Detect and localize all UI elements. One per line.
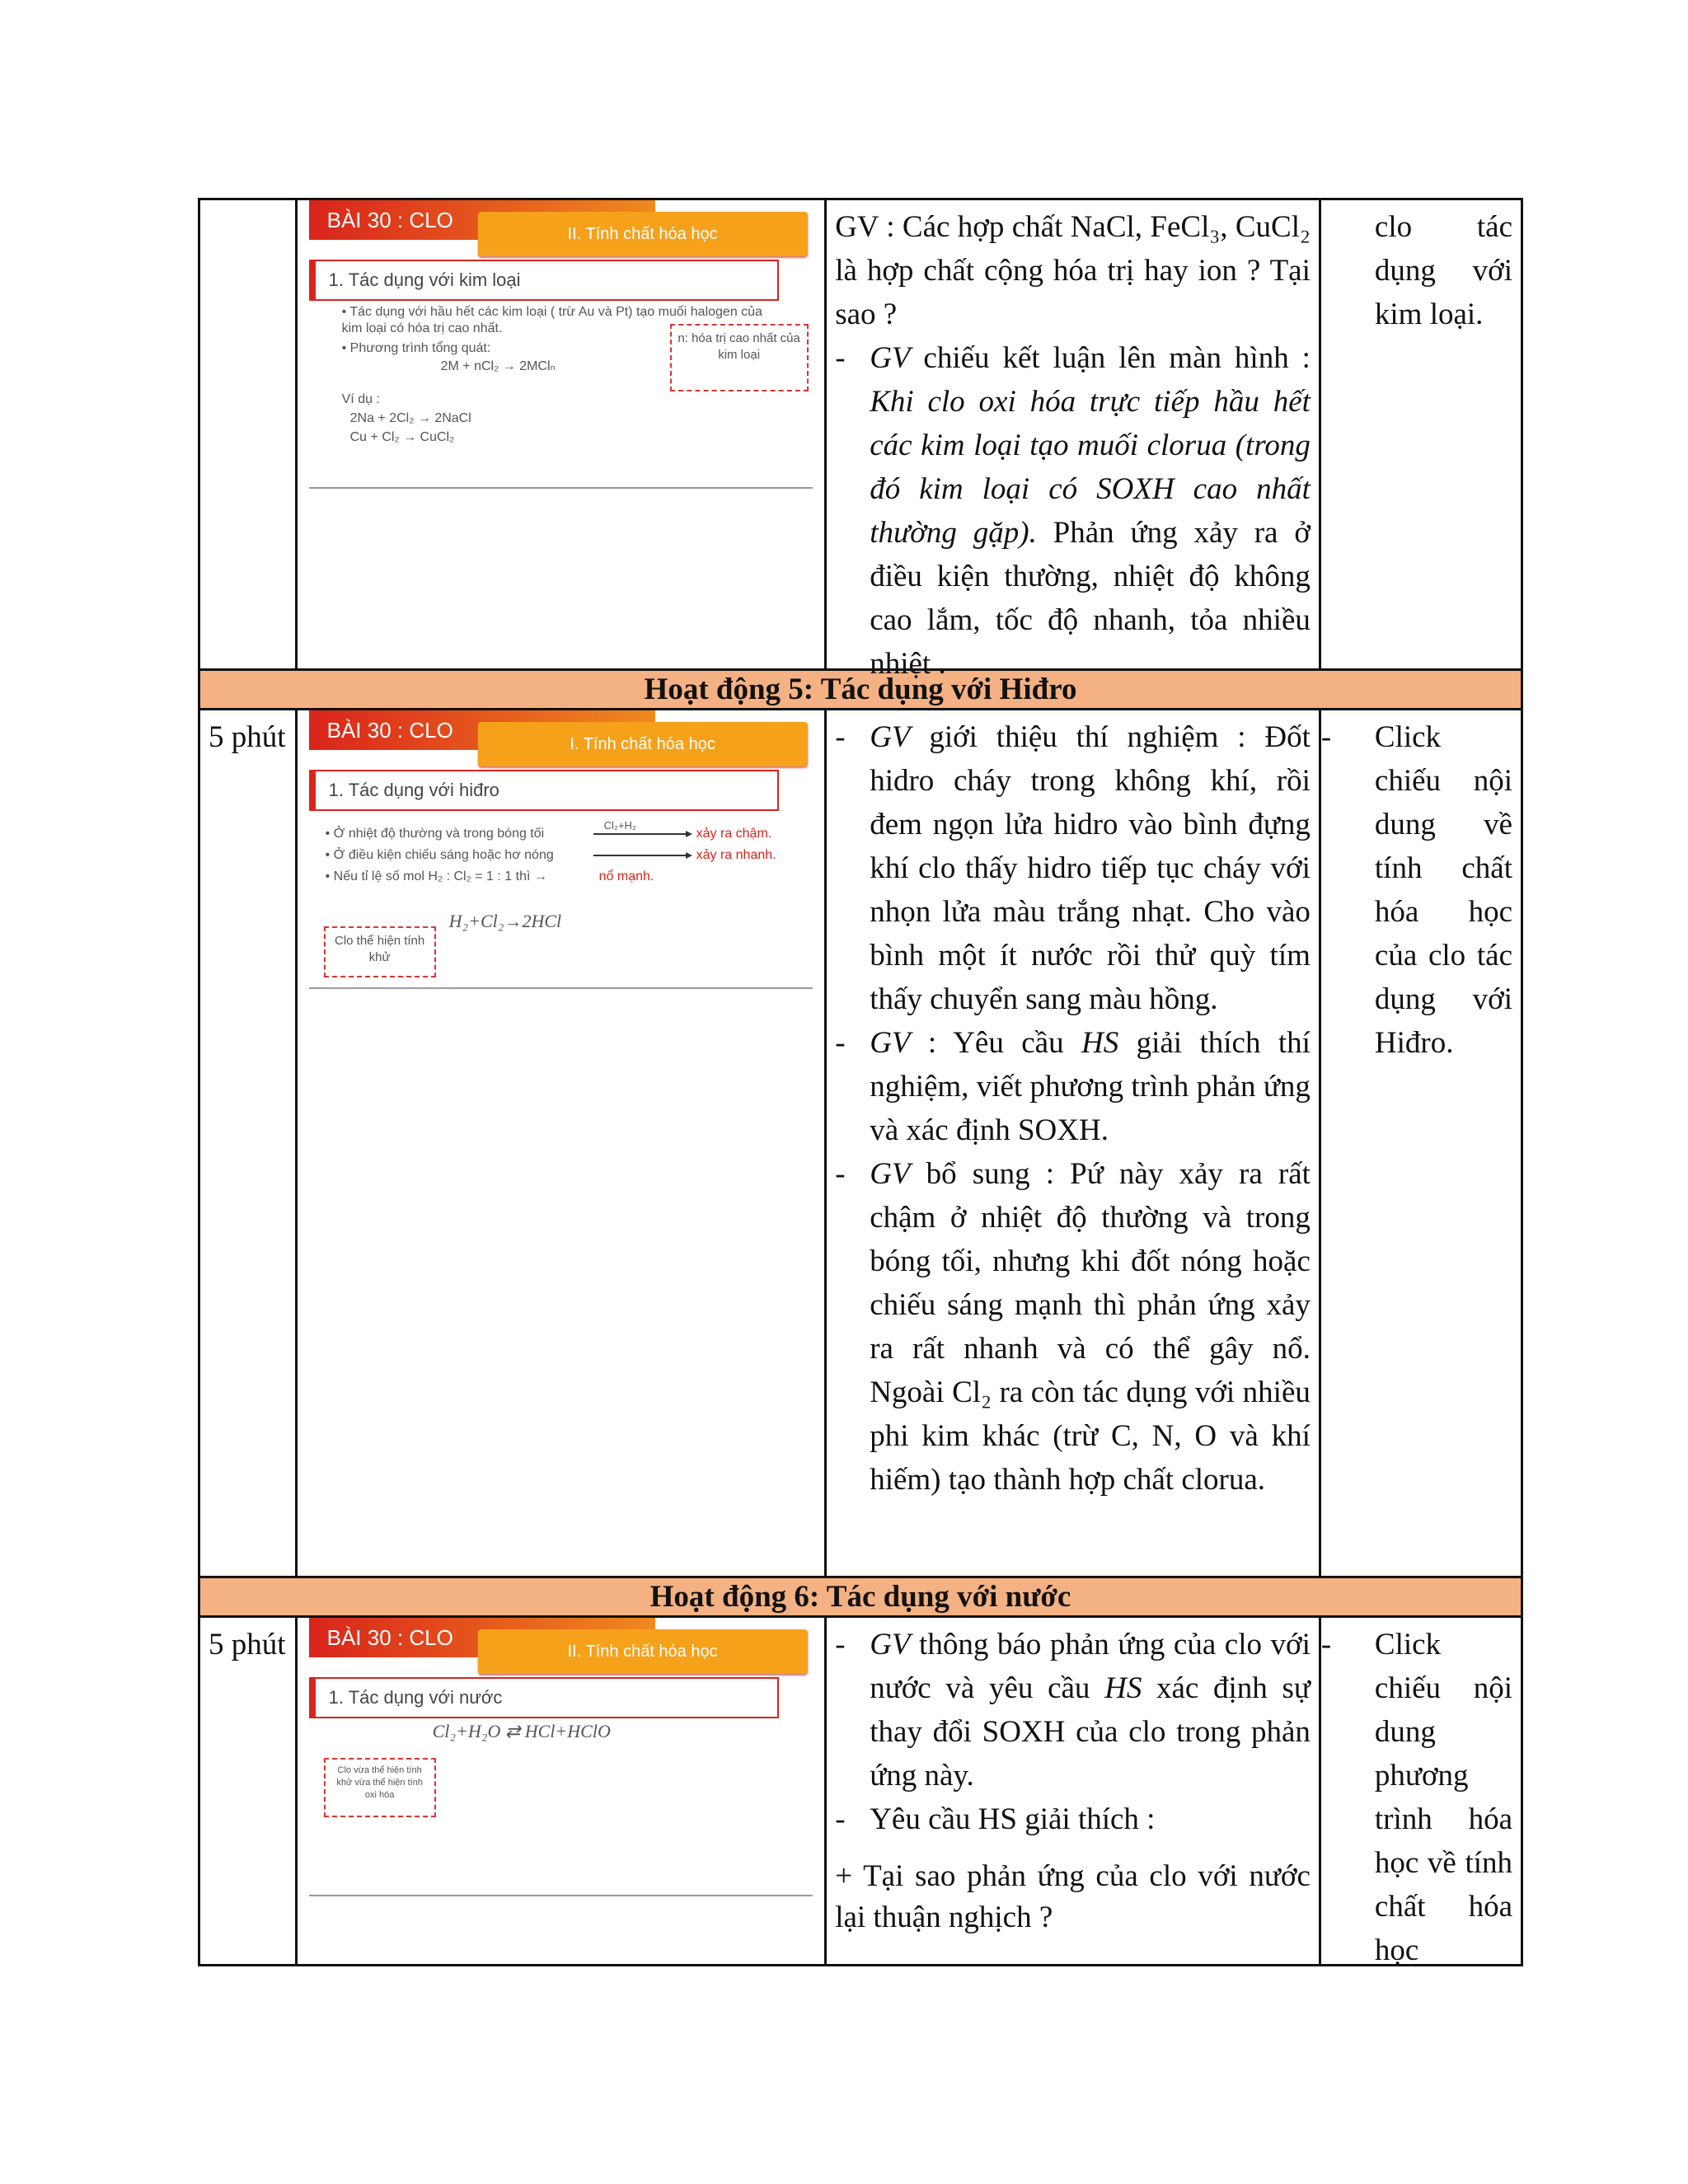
time-cell xyxy=(200,200,295,668)
slide-result: xảy ra chậm. xyxy=(696,827,772,841)
section-heading: Hoạt động 5: Tác dụng với Hiđro xyxy=(644,673,1077,706)
slide-title: BÀI 30 : CLO xyxy=(309,200,655,240)
slide-result: nổ mạnh. xyxy=(598,869,654,883)
note-cell xyxy=(1319,710,1521,1576)
slide-example-label: Ví dụ : xyxy=(341,392,380,406)
section-heading-row xyxy=(200,1576,1521,1615)
time-cell: 5 phút xyxy=(209,720,286,754)
activity-paragraph: - GV : Yêu cầu HS giải thích thí nghiệm, viết phương trình phản ứng và xác định SOXH. xyxy=(835,1021,1311,1152)
slide-equation: H₂+Cl₂→2HCl xyxy=(448,911,562,931)
slide-bullet: • Ở nhiệt độ thường và trong bóng tối xyxy=(325,827,545,841)
slide-banner: II. Tính chất hóa học xyxy=(478,1629,808,1674)
slide-cell xyxy=(295,1618,825,1964)
note-cell xyxy=(1319,1618,1521,1967)
activity-paragraph: + Tại sao phản ứng của clo với nước lại thuận nghịch ? xyxy=(835,1859,1311,1934)
section-heading: Hoạt động 6: Tác dụng với nước xyxy=(649,1580,1071,1614)
activity-cell xyxy=(824,710,1319,1576)
note-cell xyxy=(1319,200,1521,668)
table-row xyxy=(200,200,1521,681)
slide-subtitle: 1. Tác dụng với kim loại xyxy=(309,260,779,301)
slide-bullet: • Ở điều kiện chiếu sáng hoặc hơ nóng xyxy=(325,848,554,862)
lesson-table xyxy=(198,198,1523,1966)
slide-result: xảy ra nhanh. xyxy=(696,848,776,862)
slide-subtitle: 1. Tác dụng với nước xyxy=(309,1677,779,1718)
activity-paragraph: GV : Các hợp chất NaCl, FeCl₃, CuCl₂ là hợp chất cộng hóa trị hay ion ? Tại sao ? xyxy=(835,210,1311,331)
slide-equation: 2M + nCl₂ → 2MClₙ xyxy=(440,359,556,373)
slide-thumbnail xyxy=(309,200,814,662)
activity-paragraph: - GV giới thiệu thí nghiệm : Đốt hidro cháy trong không khí, rồi đem ngọn lửa hidro vào bình đựng khí clo thấy hidro tiếp tục cháy với nhọn lửa màu trắng nhạt. Cho vào bình một ít nước rồi thử quỳ tím thấy chuyển sang màu hồng. xyxy=(835,715,1311,1021)
slide-divider xyxy=(309,487,814,489)
slide-subtitle: 1. Tác dụng với hiđro xyxy=(309,770,779,811)
slide-bullet: • Phương trình tổng quát: xyxy=(341,341,491,355)
slide-banner: II. Tính chất hóa học xyxy=(478,212,808,256)
slide-arrow-label: Cl₂+H₂ xyxy=(603,819,636,832)
slide-cell xyxy=(295,200,825,668)
slide-cell xyxy=(295,710,825,1576)
slide-divider xyxy=(309,987,814,989)
time-cell: 5 phút xyxy=(209,1628,286,1661)
activity-cell xyxy=(824,1618,1319,1964)
slide-banner: I. Tính chất hóa học xyxy=(478,722,808,766)
activity-paragraph: - GV bổ sung : Pứ này xảy ra rất chậm ở nhiệt độ thường và trong bóng tối, nhưng khi đốt nóng hoặc chiếu sáng mạnh thì phản ứng xảy ra rất nhanh và có thể gây nổ. Ngoài Cl₂ ra còn tác dụng với nhiều phi kim khác (trừ C, N, O và khí hiếm) tạo thành hợp chất clorua. xyxy=(835,1152,1311,1502)
slide-thumbnail xyxy=(309,1618,814,1898)
note-text: - Click chiếu nội dung phương trình hóa học về tính chất hóa học xyxy=(1329,1623,1512,1972)
slide-title: BÀI 30 : CLO xyxy=(309,1618,655,1657)
slide-bullet: • Nếu tỉ lệ số mol H₂ : Cl₂ = 1 : 1 thì → xyxy=(325,869,547,883)
slide-thumbnail xyxy=(309,710,814,974)
slide-title: BÀI 30 : CLO xyxy=(309,710,655,750)
activity-paragraph: - Yêu cầu HS giải thích : xyxy=(835,1797,1311,1841)
table-row xyxy=(200,708,1521,1576)
slide-note-box: Clo vừa thể hiện tính khử vừa thể hiện tính oxi hóa xyxy=(324,1758,436,1817)
note-text: clo tác dụng với kim loại. xyxy=(1374,210,1512,331)
arrow-icon xyxy=(593,831,692,859)
slide-equation: Cl₂+H₂O ⇄ HCl+HClO xyxy=(432,1721,611,1741)
table-row xyxy=(200,1615,1521,1967)
slide-example: Cu + Cl₂ → CuCl₂ xyxy=(349,430,455,444)
note-text: - Click chiếu nội dung về tính chất hóa học của clo tác dụng với Hiđro. xyxy=(1329,715,1512,1065)
slide-bullet: • Tác dụng với hầu hết các kim loại ( trừ Au và Pt) tạo muối halogen của kim loại có hóa trị cao nhất. xyxy=(341,305,762,335)
activity-paragraph: - GV chiếu kết luận lên màn hình : Khi clo oxi hóa trực tiếp hầu hết các kim loại tạo muối clorua (trong đó kim loại có SOXH cao nhất thường gặp). Phản ứng xảy ra ở điều kiện thường, nhiệt độ không cao lắm, tốc độ nhanh, tỏa nhiều nhiệt . xyxy=(835,336,1311,686)
slide-note-box: n: hóa trị cao nhất của kim loại xyxy=(670,324,809,391)
slide-divider xyxy=(309,1895,814,1896)
activity-paragraph: - GV thông báo phản ứng của clo với nước và yêu cầu HS xác định sự thay đổi SOXH của clo trong phản ứng này. xyxy=(835,1623,1311,1797)
slide-note-box: Clo thể hiện tính khử xyxy=(324,926,436,977)
slide-example: 2Na + 2Cl₂ → 2NaCl xyxy=(349,411,471,425)
activity-cell xyxy=(824,200,1319,681)
